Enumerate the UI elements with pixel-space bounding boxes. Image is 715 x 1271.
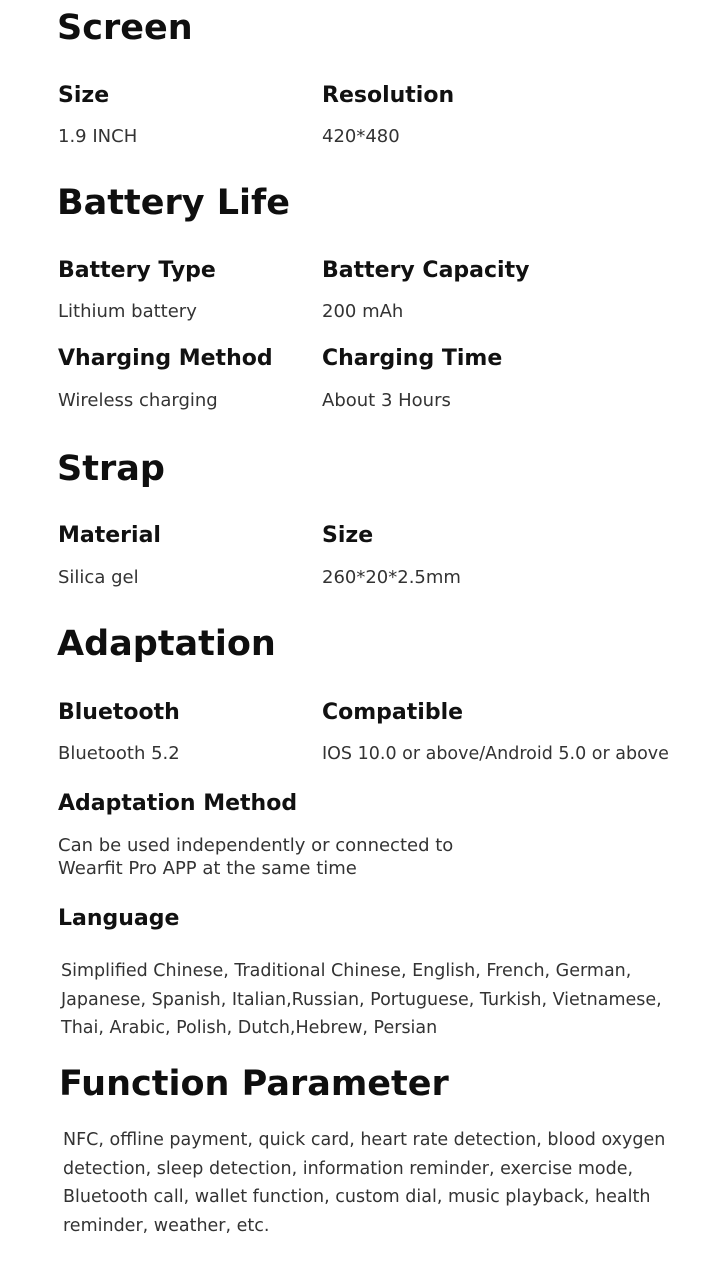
paragraph-line: reminder, weather, etc.: [63, 1215, 270, 1236]
paragraph-line: Can be used independently or connected to: [58, 835, 454, 856]
paragraph-line: NFC, offline payment, quick card, heart rate detection, blood oxygen: [63, 1130, 666, 1150]
spec-value-strap-size: 260*20*2.5mm: [322, 567, 461, 588]
paragraph-line: Simplified Chinese, Traditional Chinese, English, French, German,: [61, 961, 632, 981]
spec-label-language: Language: [58, 906, 180, 931]
paragraph-line: Bluetooth call, wallet function, custom dial, music playback, health: [63, 1187, 651, 1207]
section-title-strap: Strap: [57, 449, 165, 489]
spec-value-adaptation-method: [58, 834, 453, 880]
spec-value-material: Silica gel: [58, 567, 139, 588]
spec-label-adaptation-method: Adaptation Method: [58, 791, 298, 816]
spec-value-battery-type: Lithium battery: [58, 301, 197, 322]
spec-label-battery-capacity: Battery Capacity: [322, 258, 530, 283]
spec-value-battery-capacity: 200 mAh: [322, 301, 404, 322]
spec-value-resolution: 420*480: [322, 126, 400, 147]
spec-label-charging-time: Charging Time: [322, 346, 503, 371]
spec-label-screen-size: Size: [58, 83, 110, 108]
section-title-adaptation: Adaptation: [57, 624, 276, 664]
spec-value-compatible: IOS 10.0 or above/Android 5.0 or above: [322, 744, 669, 764]
spec-value-screen-size: 1.9 INCH: [58, 126, 138, 147]
section-title-battery-life: Battery Life: [57, 183, 291, 223]
spec-label-strap-size: Size: [322, 523, 374, 548]
spec-label-compatible: Compatible: [322, 700, 464, 725]
section-title-function-parameter: Function Parameter: [59, 1064, 449, 1104]
spec-label-bluetooth: Bluetooth: [58, 700, 180, 725]
spec-value-language: [61, 957, 662, 1043]
paragraph-line: Thai, Arabic, Polish, Dutch,Hebrew, Persian: [61, 1018, 438, 1038]
spec-label-material: Material: [58, 523, 161, 548]
paragraph-line: Wearfit Pro APP at the same time: [58, 858, 357, 879]
spec-label-battery-type: Battery Type: [58, 258, 216, 283]
spec-value-charging-method: Wireless charging: [58, 390, 218, 411]
section-title-screen: Screen: [57, 8, 193, 48]
spec-value-bluetooth: Bluetooth 5.2: [58, 743, 180, 764]
paragraph-line: detection, sleep detection, information reminder, exercise mode,: [63, 1158, 634, 1179]
spec-value-charging-time: About 3 Hours: [322, 390, 451, 411]
spec-label-charging-method: Vharging Method: [58, 346, 273, 371]
spec-label-resolution: Resolution: [322, 83, 455, 108]
paragraph-line: Japanese, Spanish, Italian,Russian, Portuguese, Turkish, Vietnamese,: [61, 989, 662, 1010]
function-parameter-list: [63, 1126, 665, 1240]
